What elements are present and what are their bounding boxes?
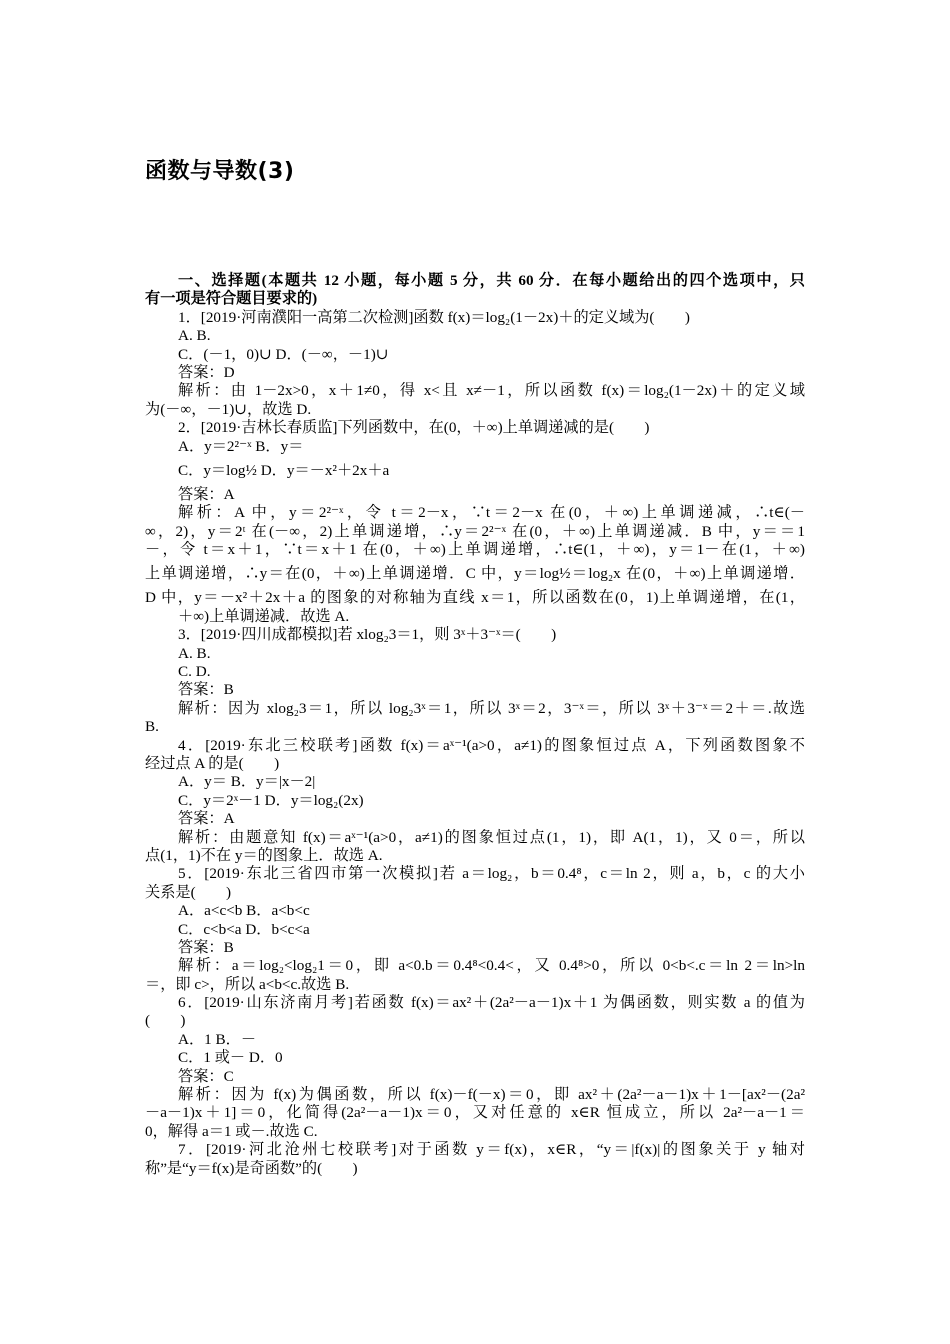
text-line: 解析：由题意知 f(x)＝aˣ⁻¹(a>0，a≠1)的图象恒过点(1，1)，即 A(1，1)，又 0＝，所以 bbox=[178, 828, 805, 846]
text-line: 3．[2019·四川成都模拟]若 xlog₂3＝1，则 3ˣ＋3⁻ˣ＝( ) bbox=[178, 626, 557, 644]
text-line: 解析：因为 f(x)为偶函数，所以 f(x)－f(－x)＝0，即 ax²＋(2a²－a－1)x＋1－[ax²－(2a² bbox=[178, 1086, 805, 1104]
text-line: A. B. bbox=[178, 644, 211, 662]
text-line: 答案：A bbox=[178, 810, 235, 828]
text-line: C．1 或－ D．0 bbox=[178, 1049, 283, 1067]
text-line: 称”是“y＝f(x)是奇函数”的( ) bbox=[145, 1159, 358, 1177]
text-line: 解析：由 1－2x>0，x＋1≠0，得 x<且 x≠－1，所以函数 f(x)＝log₂(1－2x)＋的定义域 bbox=[178, 382, 805, 400]
text-line: C. D. bbox=[178, 663, 211, 681]
text-line: 解析：因为 xlog₂3＝1，所以 log₂3ˣ＝1，所以 3ˣ＝2，3⁻ˣ＝，所以 3ˣ＋3⁻ˣ＝2＋＝.故选 bbox=[178, 699, 805, 717]
text-line: A．1 B．－ bbox=[178, 1030, 257, 1048]
text-line: 答案：B bbox=[178, 681, 234, 699]
text-line: 答案：A bbox=[178, 485, 235, 503]
page-title: 函数与导数(3) bbox=[145, 159, 295, 184]
text-line: ＝，即 c>，所以 a<b<c.故选 B. bbox=[145, 975, 350, 993]
text-line: C．y＝log½ D．y＝－x²＋2x＋a bbox=[178, 461, 390, 479]
text-line: －a－1)x＋1]＝0，化简得(2a²－a－1)x＝0，又对任意的 x∈R 恒成立，所以 2a²－a－1＝ bbox=[145, 1104, 805, 1122]
text-line: ∞，2)，y＝2ᵗ 在(－∞，2)上单调递增，∴y＝2²⁻ˣ 在(0，＋∞)上单调递减．B 中，y＝＝1 bbox=[145, 522, 806, 540]
text-line: ＋∞)上单调递减．故选 A. bbox=[178, 607, 350, 625]
text-line: 5．[2019·东北三省四市第一次模拟]若 a＝log₂，b＝0.4⁸，c＝ln 2，则 a，b，c 的大小 bbox=[178, 865, 805, 883]
text-line: B. bbox=[145, 718, 159, 736]
text-line: 1．[2019·河南濮阳一高第二次检测]函数 f(x)＝log₂(1－2x)＋的定义域为( ) bbox=[178, 308, 690, 326]
text-line: 答案：B bbox=[178, 938, 234, 956]
text-line: 解析：A 中，y＝2²⁻ˣ，令 t＝2－x，∵t＝2－x 在(0，＋∞)上单调递减，∴t∈(－ bbox=[178, 504, 805, 522]
text-line: ( ) bbox=[145, 1012, 186, 1030]
document-body bbox=[145, 272, 805, 1178]
text-line: C．y＝2ˣ－1 D．y＝log₂(2x) bbox=[178, 791, 364, 809]
text-line: 上单调递增，∴y＝在(0，＋∞)上单调递增．C 中，y＝log½＝log₂x 在(0，＋∞)上单调递增． bbox=[145, 565, 805, 583]
text-line: 经过点 A 的是( ) bbox=[145, 754, 280, 772]
text-line: －，令 t＝x＋1，∵t＝x＋1 在(0，＋∞)上单调递增，∴t∈(1，＋∞)，y＝1－在(1，＋∞) bbox=[145, 541, 805, 559]
text-line: 4．[2019·东北三校联考]函数 f(x)＝aˣ⁻¹(a>0，a≠1)的图象恒过点 A，下列函数图象不 bbox=[178, 736, 805, 754]
text-line: A．y＝ B．y＝|x－2| bbox=[178, 773, 316, 791]
text-line: 一、选择题(本题共 12 小题，每小题 5 分，共 60 分．在每小题给出的四个选项中，只 bbox=[178, 272, 805, 289]
text-line: 7．[2019·河北沧州七校联考]对于函数 y＝f(x)，x∈R，“y＝|f(x)|的图象关于 y 轴对 bbox=[178, 1141, 805, 1159]
text-line: 6．[2019·山东济南月考]若函数 f(x)＝ax²＋(2a²－a－1)x＋1 为偶函数，则实数 a 的值为 bbox=[178, 994, 805, 1012]
text-line: 有一项是符合题目要求的) bbox=[145, 290, 318, 308]
text-line: A．a<c<b B．a<b<c bbox=[178, 902, 310, 920]
text-line: 答案：C bbox=[178, 1067, 234, 1085]
text-line: C．(－1，0)∪ D．(－∞，－1)∪ bbox=[178, 345, 389, 363]
text-line: 关系是( ) bbox=[145, 883, 232, 901]
text-line: 2．[2019·吉林长春质监]下列函数中，在(0，＋∞)上单调递减的是( ) bbox=[178, 419, 650, 437]
text-line: 0，解得 a＝1 或－.故选 C. bbox=[145, 1122, 318, 1140]
text-line: C．c<b<a D．b<c<a bbox=[178, 920, 310, 938]
text-line: A. B. bbox=[178, 327, 211, 345]
text-line: 点(1，1)不在 y＝的图象上．故选 A. bbox=[145, 846, 383, 864]
text-line: D 中，y＝－x²＋2x＋a 的图象的对称轴为直线 x＝1，所以函数在(0，1)上单调递增，在(1， bbox=[145, 589, 805, 607]
text-line: 解析：a＝log₂<log₂1＝0，即 a<0.b＝0.4⁸<0.4<，又 0.4⁸>0，所以 0<b<.c＝ln 2＝ln>ln bbox=[178, 957, 805, 975]
text-line: 为(－∞，－1)∪，故选 D. bbox=[145, 400, 312, 418]
text-line: 答案：D bbox=[178, 363, 235, 381]
text-line: A．y＝2²⁻ˣ B．y＝ bbox=[178, 437, 304, 455]
